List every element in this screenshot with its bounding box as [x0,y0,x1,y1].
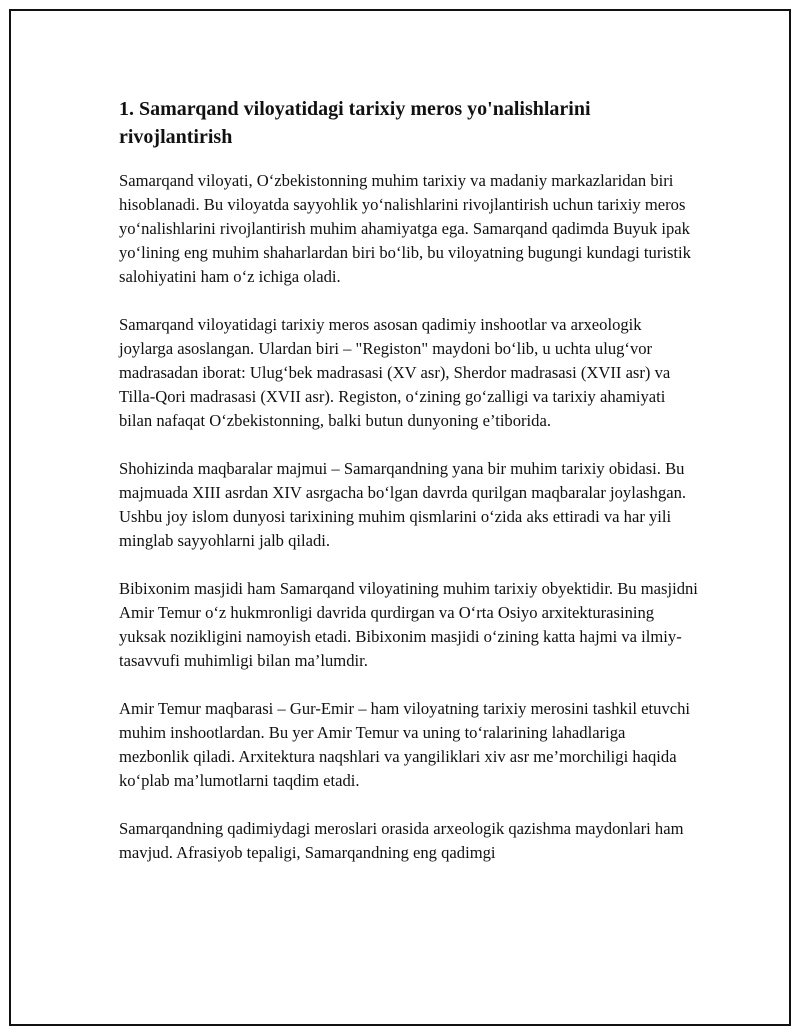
document-page [9,9,791,1026]
paragraph: Samarqandning qadimiydagi meroslari orasida arxeologik qazishma maydonlari ham mavjud. Afrasiyob tepaligi, Samarqandning eng qadimgi [119,819,684,862]
document-title: 1. Samarqand viloyatidagi tarixiy meros yo'nalishlarini rivojlantirish [119,98,591,148]
paragraph: Samarqand viloyatidagi tarixiy meros asosan qadimiy inshootlar va arxeologik joylarga asoslangan. Ulardan biri – "Registon" maydoni bo‘lib, u uchta ulug‘vor madrasadan iborat: Ulug‘bek madrasasi (XV asr), Sherdor madrasasi (XVII asr) va Tilla-Qori madrasasi (XVII asr). Registon, o‘zining go‘zalligi va tarixiy ahamiyati bilan nafaqat O‘zbekistonning, balki butun dunyoning e’tiborida. [119,315,671,430]
paragraph: Amir Temur maqbarasi – Gur-Emir – ham viloyatning tarixiy merosini tashkil etuvchi muhim inshootlardan. Bu yer Amir Temur va uning to‘ralarining lahadlariga mezbonlik qiladi. Arxitektura naqshlari va yangiliklari xiv asr me’morchiligi haqida ko‘plab ma’lumotlarni taqdim etadi. [119,699,691,790]
paragraph: Shohizinda maqbaralar majmui – Samarqandning yana bir muhim tarixiy obidasi. Bu majmuada XIII asrdan XIV asrgacha bo‘lgan davrda qurilgan maqbaralar joylashgan. Ushbu joy islom dunyosi tarixining muhim qismlarini o‘zida aks ettiradi va har yili minglab sayyohlarni jalb qiladi. [119,459,687,550]
paragraph: Samarqand viloyati, O‘zbekistonning muhim tarixiy va madaniy markazlaridan biri hisoblanadi. Bu viloyatda sayyohlik yo‘nalishlarini rivojlantirish uchun tarixiy meros yo‘nalishlarini rivojlantirish muhim ahamiyatga ega. Samarqand qadimda Buyuk ipak yo‘lining eng muhim shaharlardan biri bo‘lib, bu viloyatning bugungi kundagi turistik salohiyatini ham o‘z ichiga oladi. [119,171,691,286]
document-content [119,95,699,889]
paragraph: Bibixonim masjidi ham Samarqand viloyatining muhim tarixiy obyektidir. Bu masjidni Amir Temur o‘z hukmronligi davrida qurdirgan va O‘rta Osiyo arxitekturasining yuksak nozikligini namoyish etadi. Bibixonim masjidi o‘zining katta hajmi va ilmiy-tasavvufi muhimligi bilan ma’lumdir. [119,579,698,670]
